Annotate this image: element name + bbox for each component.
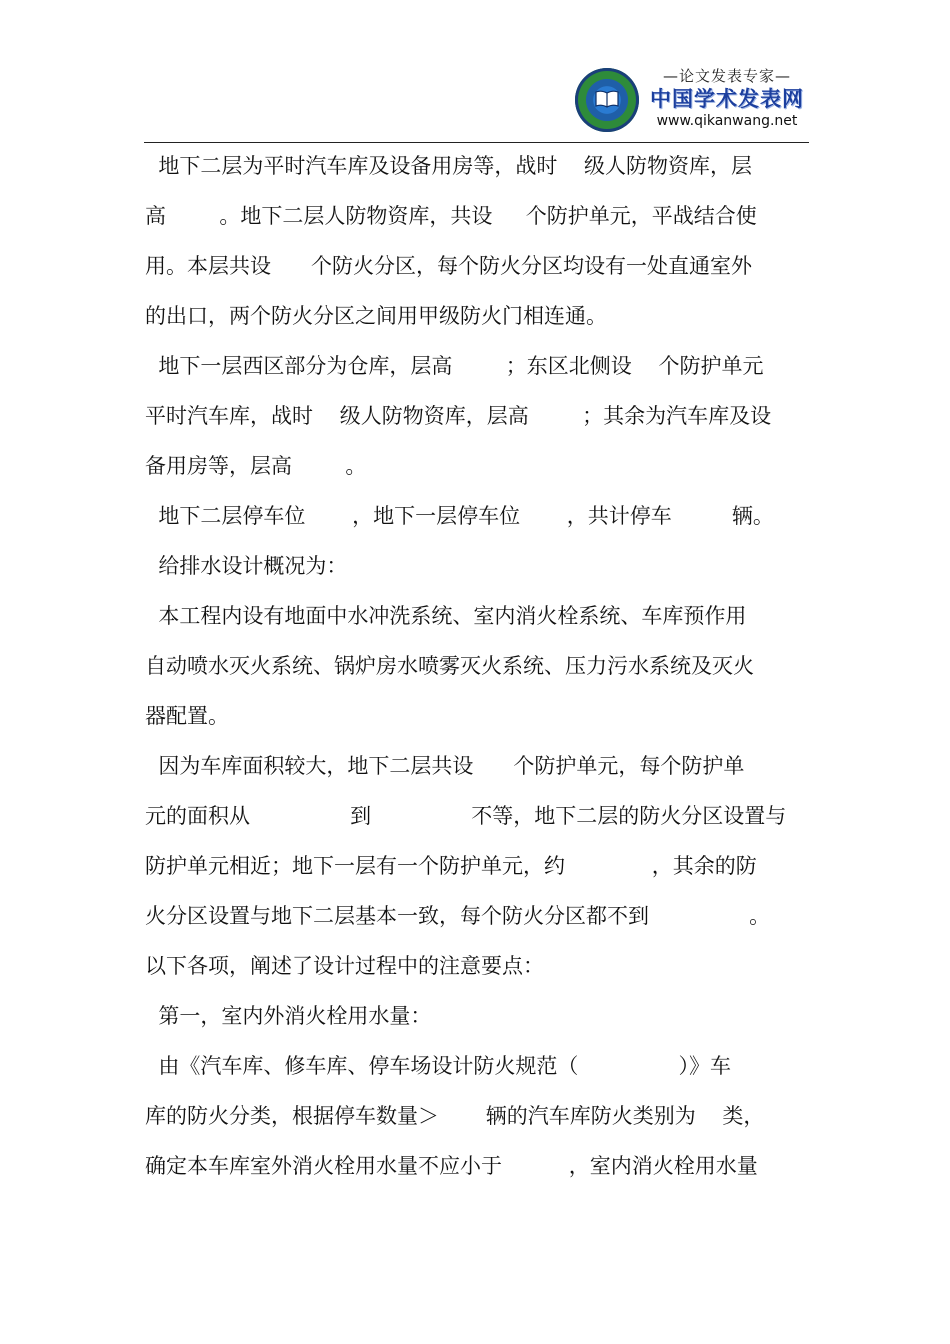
text-line: 以下各项，阐述了设计过程中的注意要点：: [145, 954, 544, 978]
text-line: 确定本车库室外消火栓用水量不应小于 ，室内消火栓用水量: [145, 1154, 758, 1178]
open-book-icon: [595, 90, 619, 108]
text-line: 高 。地下二层人防物资库，共设 个防护单元，平战结合使: [145, 204, 757, 228]
text-line: 元的面积从 到 不等，地下二层的防火分区设置与: [145, 804, 787, 828]
text-line: 火分区设置与地下二层基本一致，每个防火分区都不到 。: [145, 904, 771, 928]
text-line: 防护单元相近；地下一层有一个防护单元，约 ，其余的防: [145, 854, 757, 878]
logo-seal-icon: [575, 68, 639, 132]
text-line: 用。本层共设 个防火分区，每个防火分区均设有一处直通室外: [145, 254, 753, 278]
text-line: 第一，室内外消火栓用水量：: [145, 1004, 432, 1028]
text-line: 库的防火分类，根据停车数量＞ 辆的汽车库防火类别为 类，: [145, 1104, 765, 1128]
text-line: 地下二层为平时汽车库及设备用房等，战时 级人防物资库，层: [145, 154, 753, 178]
site-header: [575, 66, 809, 134]
logo-text: [645, 66, 809, 130]
text-line: 器配置。: [145, 704, 229, 728]
text-line: 平时汽车库，战时 级人防物资库，层高 ；其余为汽车库及设: [145, 404, 772, 428]
text-line: 由《汽车库、修车库、停车场设计防火规范（ ）》车: [145, 1054, 731, 1078]
text-line: 地下二层停车位 ，地下一层停车位 ，共计停车 辆。: [145, 504, 774, 528]
header-url: www.qikanwang.net: [656, 113, 798, 129]
text-line: 本工程内设有地面中水冲洗系统、室内消火栓系统、车库预作用: [145, 604, 747, 628]
text-line: 地下一层西区部分为仓库，层高 ；东区北侧设 个防护单元: [145, 354, 764, 378]
header-brand: 中国学术发表网: [650, 87, 804, 111]
text-line: 备用房等，层高 。: [145, 454, 367, 478]
text-line: 自动喷水灭火系统、锅炉房水喷雾灭火系统、压力污水系统及灭火: [145, 654, 754, 678]
header-slogan: —论文发表专家—: [662, 67, 791, 85]
text-line: 的出口，两个防火分区之间用甲级防火门相连通。: [145, 304, 607, 328]
text-line: 因为车库面积较大，地下二层共设 个防护单元，每个防护单: [145, 754, 745, 778]
text-line: 给排水设计概况为：: [145, 554, 348, 578]
